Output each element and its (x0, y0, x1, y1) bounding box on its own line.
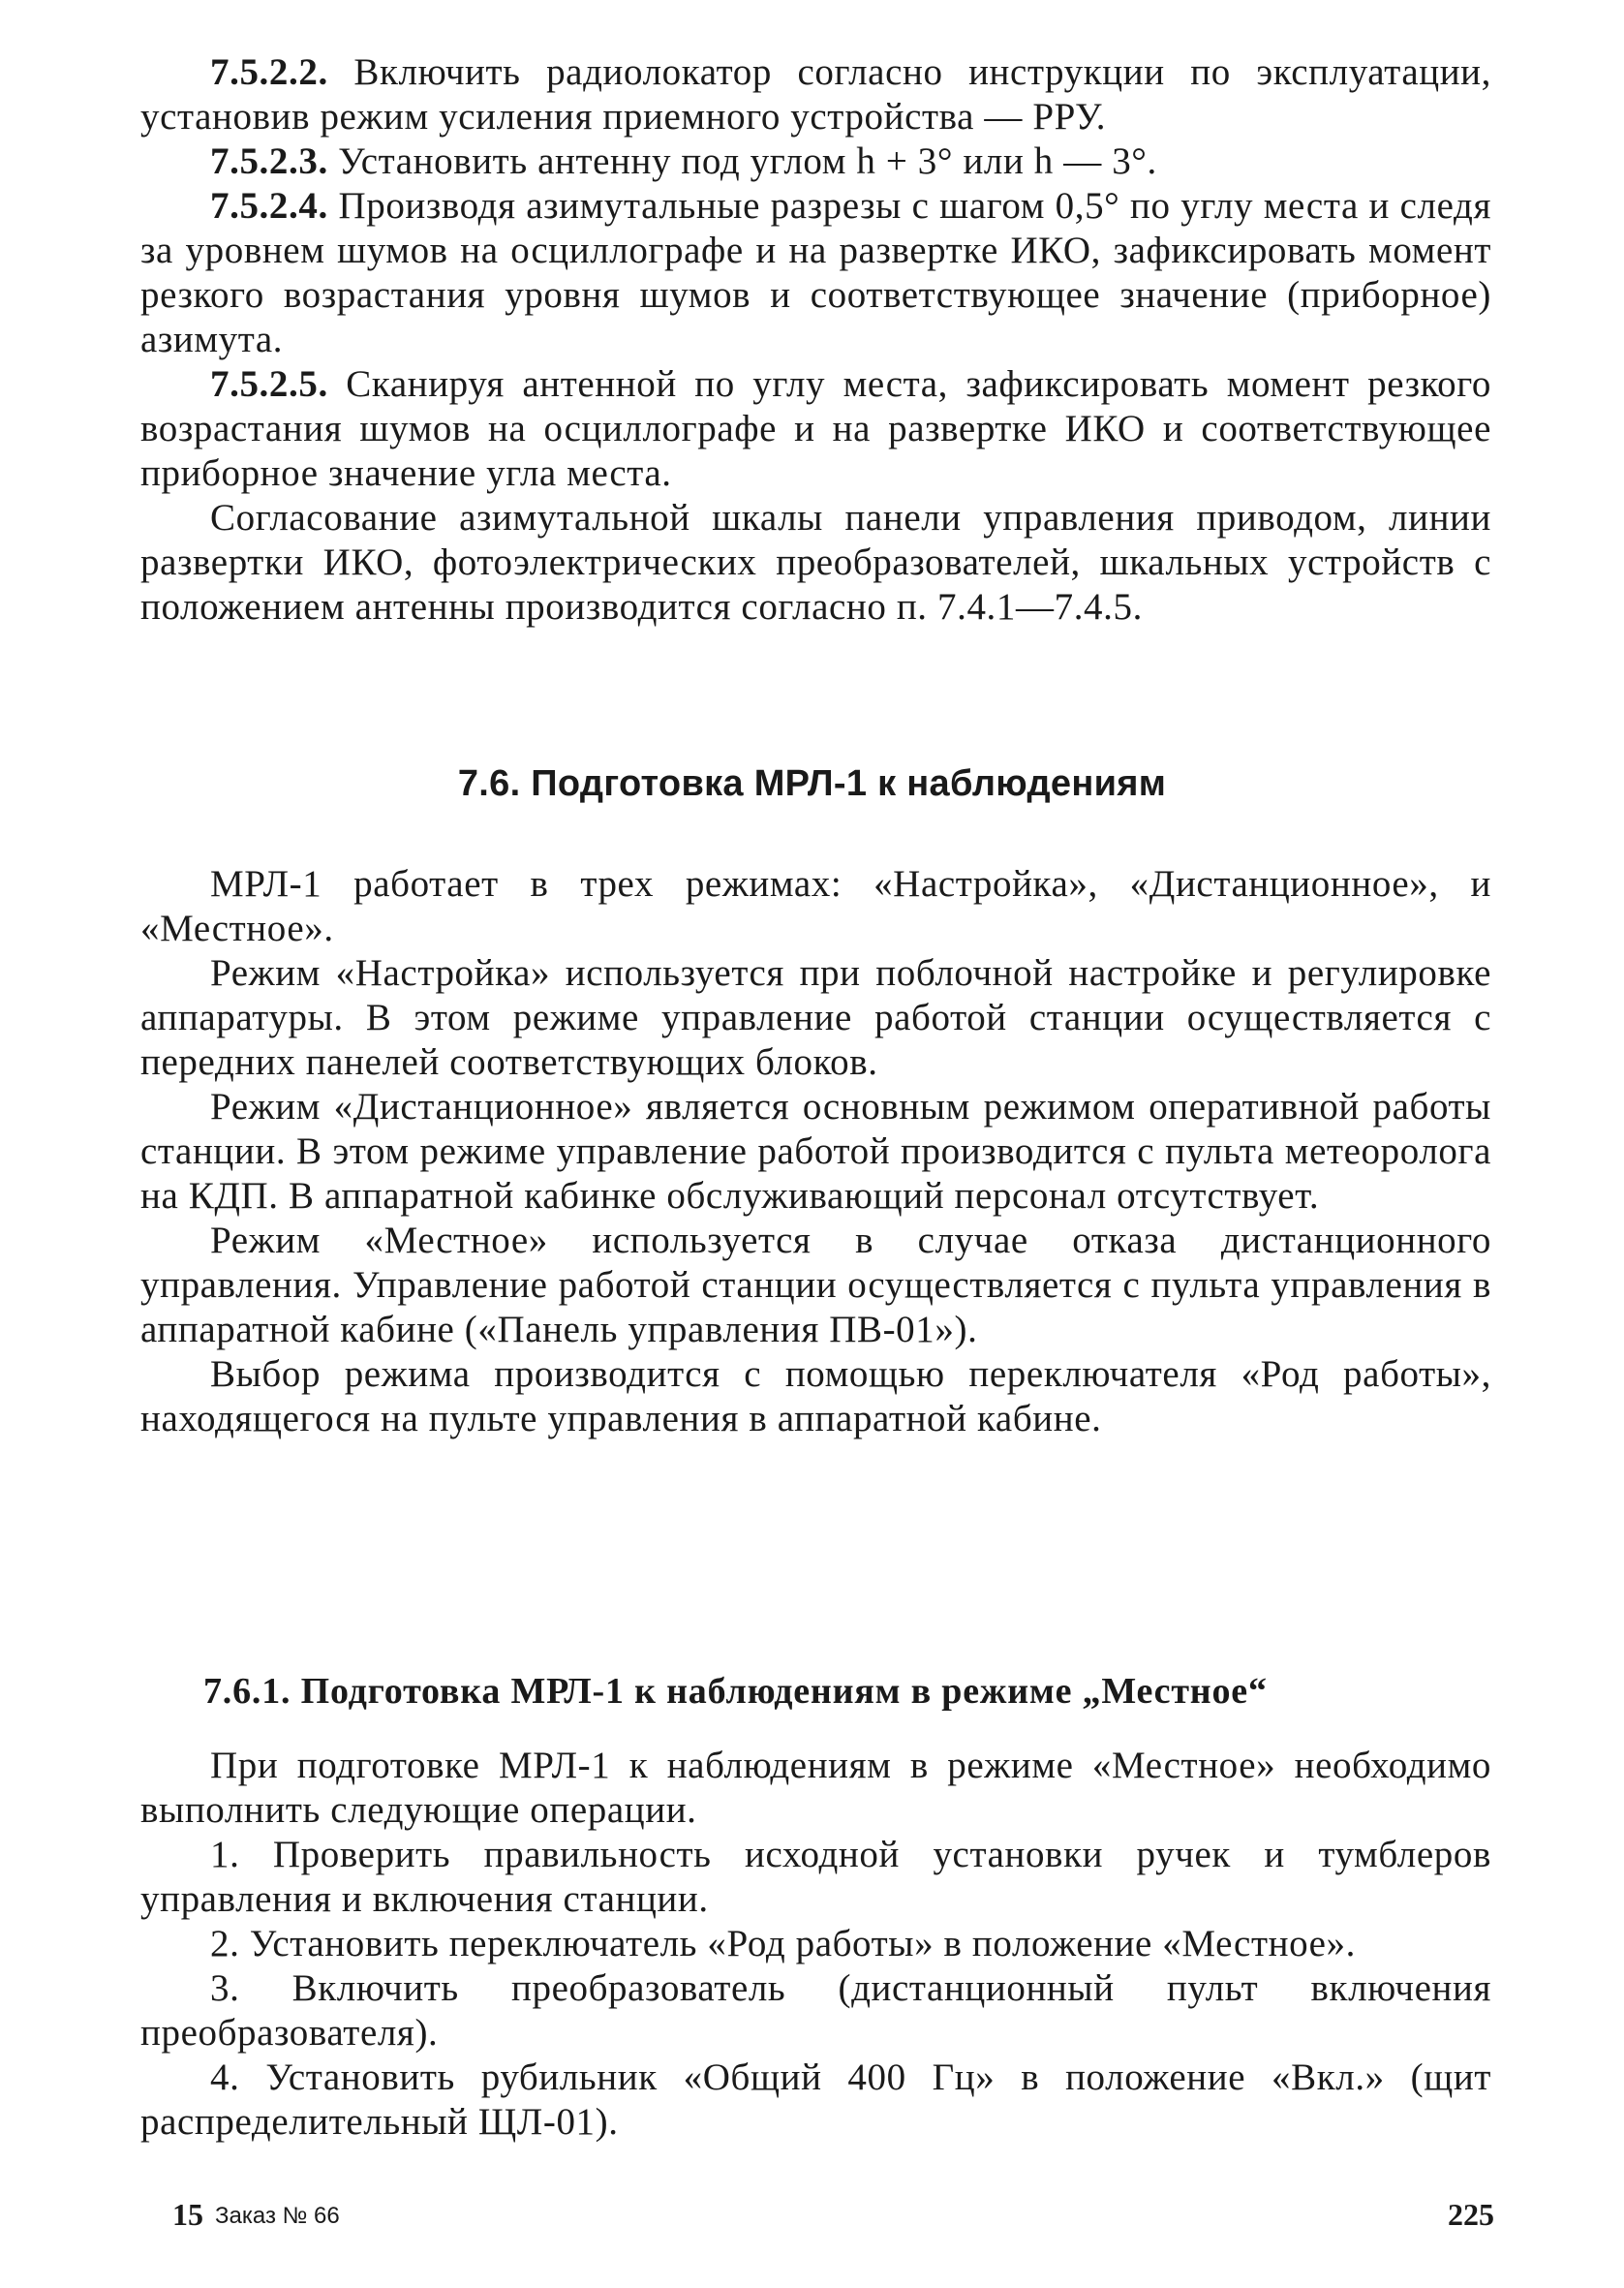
paragraph-7-5-2-4 (140, 184, 1491, 362)
paragraph-7-5-2-3 (140, 139, 1491, 184)
section-heading-7-6-1: 7.6.1. Подготовка МРЛ-1 к наблюдениям в режиме „Местное“ (203, 1671, 1268, 1712)
clause-text: Производя азимутальные разрезы с шагом 0,5° по углу места и следя за уровнем шумов на осциллографе и на развертке ИКО, зафиксировать момент резкого возрастания уровня шумов и соответствующее значение (приборное) азимута. (140, 185, 1491, 360)
text-block-7-6-1 (140, 1744, 1491, 2145)
paragraph-mode-selection: Выбор режима производится с помощью переключателя «Род работы», находящегося на пульте управления в аппаратной кабине. (140, 1353, 1491, 1439)
printer-signature: 15 (172, 2197, 203, 2232)
paragraph-alignment-note: Согласование азимутальной шкалы панели управления приводом, линии развертки ИКО, фотоэлектрических преобразователей, шкальных устройств с положением антенны производится согласно п. 7.4.1—7.4.5. (140, 497, 1491, 628)
paragraph-7-5-2-2 (140, 50, 1491, 139)
page-number: 225 (1448, 2197, 1494, 2232)
order-number: Заказ № 66 (215, 2203, 340, 2229)
paragraph-modes: МРЛ-1 работает в трех режимах: «Настройка», «Дистанционное», и «Местное». (140, 863, 1491, 949)
clause-number: 7.5.2.5. (210, 363, 328, 405)
clause-number: 7.5.2.3. (210, 140, 328, 182)
list-item-1: 1. Проверить правильность исходной установки ручек и тумблеров управления и включения станции. (140, 1834, 1491, 1920)
section-heading-7-6: 7.6. Подготовка МРЛ-1 к наблюдениям (457, 763, 1167, 804)
paragraph-operations-intro: При подготовке МРЛ-1 к наблюдениям в режиме «Местное» необходимо выполнить следующие операции. (140, 1745, 1491, 1831)
paragraph-7-5-2-5 (140, 362, 1491, 496)
clause-number: 7.5.2.4. (210, 185, 328, 227)
paragraph-mode-setup: Режим «Настройка» используется при поблочной настройке и регулировке аппаратуры. В этом режиме управление работой станции осуществляется с передних панелей соответствующих блоков. (140, 952, 1491, 1083)
clause-text: Сканируя антенной по углу места, зафиксировать момент резкого возрастания шумов на осциллографе и на развертке ИКО и соответствующее приборное значение угла места. (140, 363, 1491, 494)
list-item-2: 2. Установить переключатель «Род работы» в положение «Местное». (210, 1923, 1357, 1964)
clause-text: Включить радиолокатор согласно инструкции по эксплуатации, установив режим усиления приемного устройства — РРУ. (140, 51, 1491, 138)
list-item-3: 3. Включить преобразователь (дистанционный пульт включения преобразователя). (140, 1967, 1491, 2054)
list-item-4: 4. Установить рубильник «Общий 400 Гц» в положение «Вкл.» (щит распределительный ЩЛ-01). (140, 2056, 1491, 2143)
clause-number: 7.5.2.2. (210, 51, 328, 93)
text-block-7-6 (140, 862, 1491, 1441)
clause-text: Установить антенну под углом h + 3° или h — 3°. (327, 140, 1157, 182)
paragraph-mode-remote: Режим «Дистанционное» является основным режимом оперативной работы станции. В этом режиме управление работой производится с пульта метеоролога на КДП. В аппаратной кабинке обслуживающий персонал отсутствует. (140, 1086, 1491, 1217)
text-block-7-5 (140, 50, 1491, 630)
paragraph-mode-local: Режим «Местное» используется в случае отказа дистанционного управления. Управление работой станции осуществляется с пульта управления в аппаратной кабине («Панель управления ПВ-01»). (140, 1220, 1491, 1350)
